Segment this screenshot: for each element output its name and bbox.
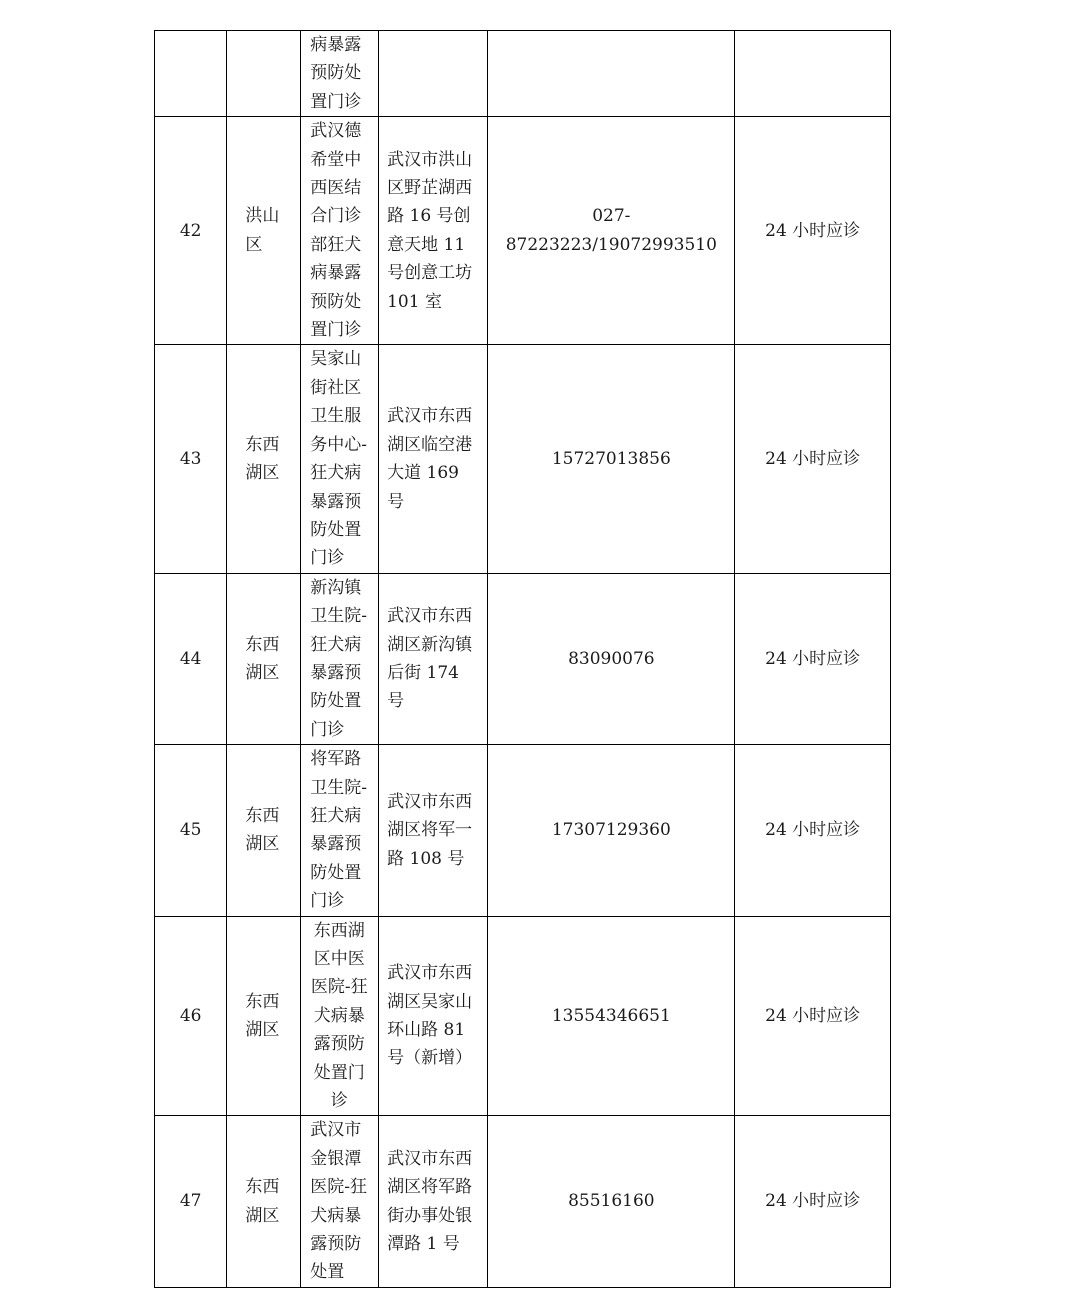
clinic-phone: 85516160 bbox=[488, 1116, 735, 1287]
clinic-name: 将军路卫生院-狂犬病暴露预防处置门诊 bbox=[310, 749, 367, 912]
clinic-address: 武汉市东西湖区吴家山环山路 81 号（新增） bbox=[387, 963, 473, 1069]
clinic-table bbox=[154, 30, 891, 1288]
service-hours: 24 小时应诊 bbox=[735, 345, 891, 573]
table-row bbox=[155, 745, 891, 916]
row-number bbox=[155, 31, 227, 117]
clinic-name: 新沟镇卫生院-狂犬病暴露预防处置门诊 bbox=[310, 577, 367, 740]
district: 洪山区 bbox=[245, 206, 280, 255]
district: 东西湖区 bbox=[245, 805, 280, 855]
table-row bbox=[155, 1116, 891, 1287]
service-hours: 24 小时应诊 bbox=[735, 916, 891, 1116]
clinic-address: 武汉市洪山区野芷湖西路 16 号创意天地 11 号创意工坊 101 室 bbox=[387, 149, 473, 312]
clinic-phone: 83090076 bbox=[488, 573, 735, 744]
row-number: 44 bbox=[155, 573, 227, 744]
row-number: 43 bbox=[155, 345, 227, 573]
table-row bbox=[155, 31, 891, 117]
clinic-address: 武汉市东西湖区新沟镇后街 174 号 bbox=[387, 606, 473, 712]
table-row bbox=[155, 916, 891, 1116]
row-number: 47 bbox=[155, 1116, 227, 1287]
service-hours: 24 小时应诊 bbox=[735, 573, 891, 744]
clinic-name: 东西湖区中医医院-狂犬病暴露预防处置门诊 bbox=[310, 920, 368, 1112]
row-number: 42 bbox=[155, 117, 227, 345]
table-row bbox=[155, 573, 891, 744]
table-row bbox=[155, 345, 891, 573]
clinic-phone: 17307129360 bbox=[488, 745, 735, 916]
clinic-phone: 027-87223223/19072993510 bbox=[488, 117, 735, 345]
row-number: 46 bbox=[155, 916, 227, 1116]
table-row bbox=[155, 117, 891, 345]
clinic-address: 武汉市东西湖区将军一路 108 号 bbox=[387, 791, 473, 869]
clinic-phone: 15727013856 bbox=[488, 345, 735, 573]
district: 东西湖区 bbox=[245, 634, 280, 683]
clinic-name: 武汉市金银潭医院-狂犬病暴露预防处置 bbox=[310, 1120, 367, 1283]
district: 东西湖区 bbox=[245, 434, 280, 484]
clinic-name: 病暴露预防处置门诊 bbox=[310, 35, 362, 112]
clinic-address: 武汉市东西湖区临空港大道 169 号 bbox=[387, 406, 473, 512]
row-number: 45 bbox=[155, 745, 227, 916]
clinic-name: 吴家山街社区卫生服务中心-狂犬病暴露预防处置门诊 bbox=[310, 349, 367, 569]
service-hours: 24 小时应诊 bbox=[735, 1116, 891, 1287]
clinic-address: 武汉市东西湖区将军路街办事处银潭路 1 号 bbox=[387, 1148, 473, 1255]
district: 东西湖区 bbox=[245, 991, 280, 1041]
service-hours: 24 小时应诊 bbox=[735, 745, 891, 916]
service-hours bbox=[735, 31, 891, 117]
clinic-phone bbox=[488, 31, 735, 117]
clinic-name: 武汉德希堂中西医结合门诊部狂犬病暴露预防处置门诊 bbox=[310, 121, 362, 341]
service-hours: 24 小时应诊 bbox=[735, 117, 891, 345]
clinic-phone: 13554346651 bbox=[488, 916, 735, 1116]
district: 东西湖区 bbox=[245, 1177, 280, 1226]
